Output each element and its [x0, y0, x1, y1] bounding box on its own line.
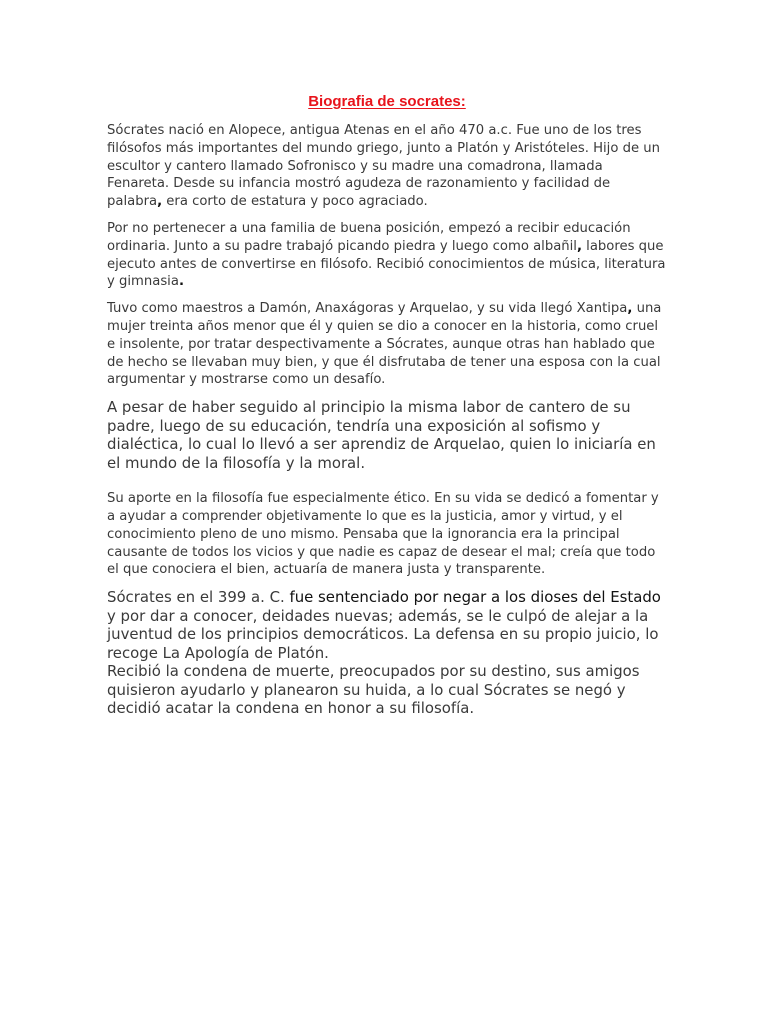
paragraph-death: Recibió la condena de muerte, preocupados por su destino, sus amigos quisieron ayudarlo y planearon su huida, a lo cual Sócrates se negó y decidió acatar la condena en honor a su filosofía. — [107, 662, 640, 718]
paragraph-education-period: . — [178, 274, 184, 290]
document-title: Biografia de socrates: — [308, 93, 466, 110]
paragraph-birth-text-b: era corto de estatura y poco agraciado. — [162, 194, 428, 210]
paragraph-teachers — [107, 300, 667, 389]
paragraph-teachers-comma: , — [627, 301, 633, 317]
paragraph-teachers-text-b: una mujer treinta años menor que él y quien se dio a conocer en la historia, como cruel e insolente, por tratar despectivamente a Sócrates, aunque otras han hablado que de hecho se llevaban muy bien, y que él disfrutaba de tener una esposa con la cual argumentar y mostrarse como un desafío. — [107, 301, 662, 388]
paragraph-birth-comma: , — [157, 194, 163, 210]
paragraph-teachers-text-a: Tuvo como maestros a Damón, Anaxágoras y Arquelao, y su vida llegó Xantipa — [107, 301, 628, 317]
paragraph-sentence — [107, 588, 667, 662]
paragraph-birth-text-a: Sócrates nació en Alopece, antigua Atenas en el año 470 a.c. Fue uno de los tres filósofos más importantes del mundo griego, junto a Platón y Aristóteles. Hijo de un escultor y cantero llamado Sofronisco y su madre una comadrona, llamada Fenareta. Desde su infancia mostró agudeza de razonamiento y facilidad de palabra — [107, 123, 660, 210]
paragraph-education-text-b: labores que ejecuto antes de convertirse en filósofo. Recibió conocimientos de música, literatura y gimnasia — [107, 238, 666, 290]
paragraph-apprentice: A pesar de haber seguido al principio la misma labor de cantero de su padre, luego de su educación, tendría una exposición al sofismo y dialéctica, lo cual lo llevó a ser aprendiz de Arquelao, quien lo iniciaría en el mundo de la filosofía y la moral. — [107, 398, 656, 472]
paragraph-ethics: Su aporte en la filosofía fue especialmente ético. En su vida se dedicó a fomentar y a ayudar a comprender objetivamente lo que es la justicia, amor y virtud, y el conocimiento pleno de uno mismo. Pensaba que la ignorancia era la principal causante de todos los vicios y que nadie es capaz de desear el mal; creía que todo el que conociera el bien, actuaría de manera justa y transparente. — [107, 491, 659, 578]
paragraph-sentence-text-b: y por dar a conocer, deidades nuevas; además, se le culpó de alejar a la juventud de los principios democráticos. La defensa en su propio juicio, lo recoge La Apología de Platón. — [107, 606, 659, 662]
paragraph-birth — [107, 122, 667, 211]
paragraph-sentence-emphasis: fue sentenciado por negar a los dioses del Estado — [289, 588, 661, 607]
paragraph-education-comma: , — [576, 238, 582, 254]
document-page — [107, 92, 667, 727]
paragraph-education-text-a: Por no pertenecer a una familia de buena posición, empezó a recibir educación ordinaria. Junto a su padre trabajó picando piedra y luego como albañil — [107, 220, 631, 254]
paragraph-education — [107, 220, 667, 291]
paragraph-sentence-text-a: Sócrates en el 399 a. C. — [107, 588, 290, 607]
